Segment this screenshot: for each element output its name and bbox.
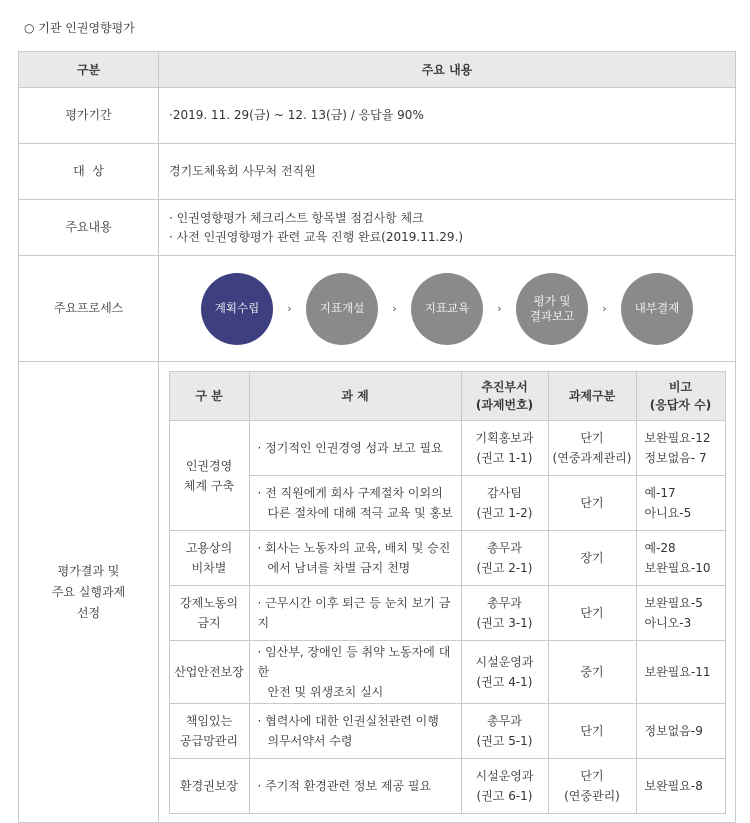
note-cell: 예-28 보완필요-10 xyxy=(636,531,725,586)
task-cell: · 근무시간 이후 퇴근 등 눈치 보기 금지 xyxy=(249,586,461,641)
period-label: 평가기간 xyxy=(19,88,159,144)
header-category: 구분 xyxy=(19,52,159,88)
category-cell: 강제노동의 금지 xyxy=(169,586,249,641)
dept-cell: 시설운영과 (권고 4-1) xyxy=(461,641,548,704)
process-content xyxy=(159,256,736,362)
col-type: 과제구분 xyxy=(548,372,636,421)
category-cell: 책임있는 공급망관리 xyxy=(169,704,249,759)
category-cell: 인권경영 체계 구축 xyxy=(169,421,249,531)
task-cell: · 협력사에 대한 인권실천관련 이행 의무서약서 수령 xyxy=(249,704,461,759)
note-cell: 보완필요-11 xyxy=(636,641,725,704)
table-row xyxy=(169,586,725,641)
category-cell: 환경권보장 xyxy=(169,759,249,814)
type-cell: 단기 xyxy=(548,586,636,641)
row-process xyxy=(19,256,736,362)
dept-cell: 총무과 (권고 2-1) xyxy=(461,531,548,586)
category-cell: 산업안전보장 xyxy=(169,641,249,704)
dept-cell: 감사팀 (권고 1-2) xyxy=(461,476,548,531)
process-step-education: 지표교육 xyxy=(411,273,483,345)
results-label xyxy=(19,362,159,823)
col-category: 구 분 xyxy=(169,372,249,421)
table-row xyxy=(169,704,725,759)
chevron-right-icon: › xyxy=(392,302,397,315)
col-note: 비고 (응답자 수) xyxy=(636,372,725,421)
chevron-right-icon: › xyxy=(287,302,292,315)
results-content xyxy=(159,362,736,823)
period-content: ·2019. 11. 29(금) ~ 12. 13(금) / 응답율 90% xyxy=(159,88,736,144)
note-cell: 보완필요-12 정보없음- 7 xyxy=(636,421,725,476)
process-step-report xyxy=(516,273,588,345)
process-step-report-line: 평가 및 xyxy=(533,293,571,308)
table-header-row xyxy=(19,52,736,88)
table-row xyxy=(169,531,725,586)
type-cell: 단기 xyxy=(548,476,636,531)
task-table-header xyxy=(169,372,725,421)
type-cell: 장기 xyxy=(548,531,636,586)
chevron-right-icon: › xyxy=(602,302,607,315)
task-table xyxy=(169,371,726,814)
assessment-table xyxy=(18,51,736,823)
process-step-plan: 계획수립 xyxy=(201,273,273,345)
task-cell: · 임산부, 장애인 등 취약 노동자에 대한 안전 및 위생조치 실시 xyxy=(249,641,461,704)
col-task: 과 제 xyxy=(249,372,461,421)
process-flow xyxy=(160,273,734,345)
results-label-line: 평가결과 및 xyxy=(57,563,120,578)
chevron-right-icon: › xyxy=(497,302,502,315)
section-title: ○ 기관 인권영향평가 xyxy=(24,21,135,35)
row-period xyxy=(19,88,736,144)
dept-cell: 시설운영과 (권고 6-1) xyxy=(461,759,548,814)
dept-cell: 기획홍보과 (권고 1-1) xyxy=(461,421,548,476)
dept-cell: 총무과 (권고 5-1) xyxy=(461,704,548,759)
row-results xyxy=(19,362,736,823)
results-label-line: 주요 실행과제 xyxy=(51,584,126,599)
target-label: 대 상 xyxy=(19,144,159,200)
type-cell: 중기 xyxy=(548,641,636,704)
main-line: · 인권영향평가 체크리스트 항목별 점검사항 체크 xyxy=(169,210,424,225)
process-step-indicator: 지표개설 xyxy=(306,273,378,345)
note-cell: 보완필요-8 xyxy=(636,759,725,814)
main-line: · 사전 인권영향평가 관련 교육 진행 완료(2019.11.29.) xyxy=(169,229,464,244)
category-cell: 고용상의 비차별 xyxy=(169,531,249,586)
process-step-report-line: 결과보고 xyxy=(529,308,575,323)
note-cell: 보완필요-5 아니오-3 xyxy=(636,586,725,641)
type-cell: 단기 (연중관리) xyxy=(548,759,636,814)
process-step-approval: 내부결재 xyxy=(621,273,693,345)
row-target xyxy=(19,144,736,200)
main-content xyxy=(159,200,736,256)
type-cell: 단기 (연중과제관리) xyxy=(548,421,636,476)
header-content: 주요 내용 xyxy=(159,52,736,88)
note-cell: 예-17 아니요-5 xyxy=(636,476,725,531)
type-cell: 단기 xyxy=(548,704,636,759)
task-cell: · 전 직원에게 회사 구제절차 이외의 다른 절차에 대해 적극 교육 및 홍보 xyxy=(249,476,461,531)
note-cell: 정보없음-9 xyxy=(636,704,725,759)
results-label-line: 선정 xyxy=(76,605,101,620)
process-label: 주요프로세스 xyxy=(19,256,159,362)
table-row xyxy=(169,476,725,531)
col-dept: 추진부서 (과제번호) xyxy=(461,372,548,421)
task-cell: · 주기적 환경관련 정보 제공 필요 xyxy=(249,759,461,814)
table-row xyxy=(169,641,725,704)
dept-cell: 총무과 (권고 3-1) xyxy=(461,586,548,641)
row-main xyxy=(19,200,736,256)
table-row xyxy=(169,759,725,814)
task-cell: · 회사는 노동자의 교육, 배치 및 승진 에서 남녀를 차별 금지 천명 xyxy=(249,531,461,586)
table-row xyxy=(169,421,725,476)
main-label: 주요내용 xyxy=(19,200,159,256)
target-content: 경기도체육회 사무처 전직원 xyxy=(159,144,736,200)
task-cell: · 정기적인 인권경영 성과 보고 필요 xyxy=(249,421,461,476)
